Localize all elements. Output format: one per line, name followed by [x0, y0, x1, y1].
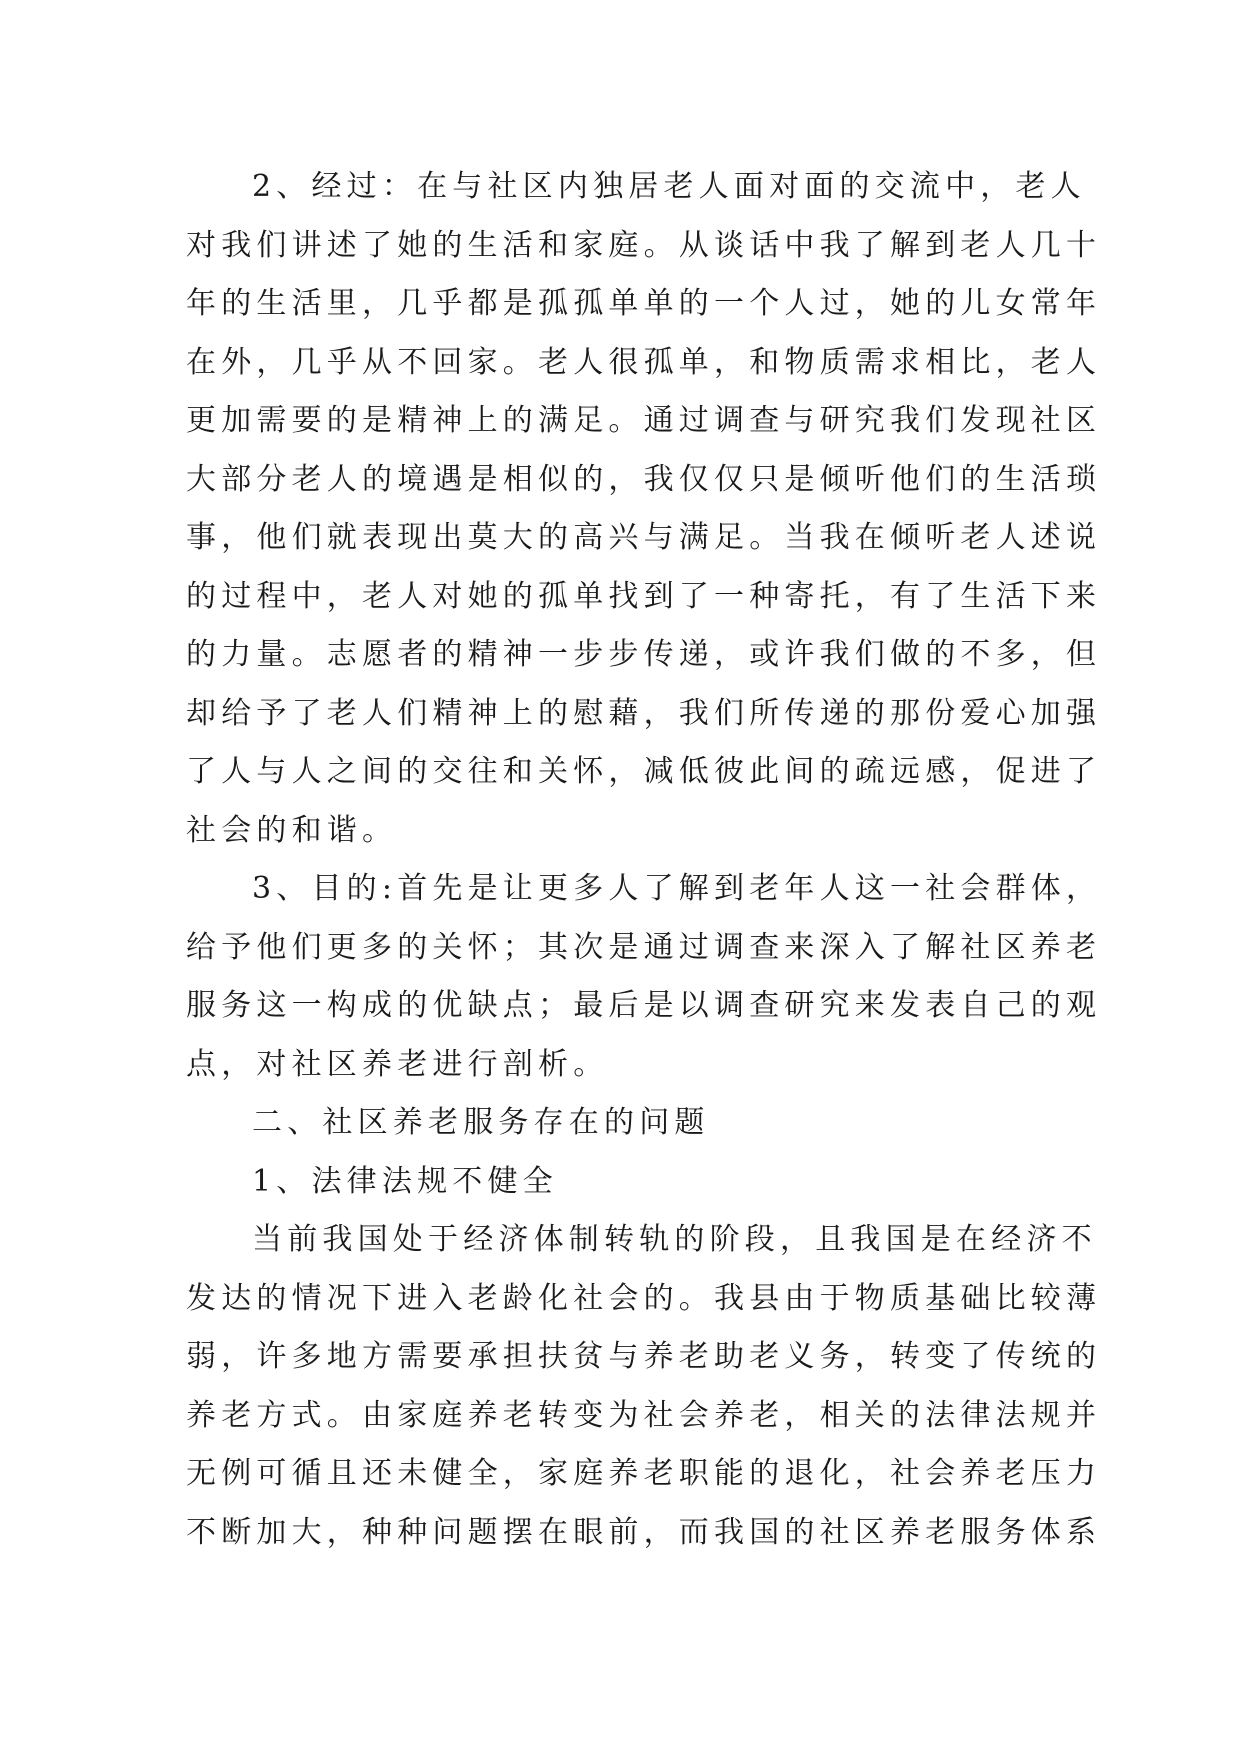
text-line: 社会的和谐。: [186, 812, 398, 848]
text-line: 服务这一构成的优缺点；最后是以调查研究来发表自己的观: [186, 988, 1102, 1023]
text-line: 的过程中，老人对她的孤单找到了一种寄托，有了生活下来: [186, 578, 1102, 614]
text-line: 给予他们更多的关怀；其次是通过调查来深入了解社区养老: [186, 929, 1102, 965]
text-line: 对我们讲述了她的生活和家庭。从谈话中我了解到老人几十: [186, 227, 1102, 263]
text-line: 2、经过：在与社区内独居老人面对面的交流中，老人: [252, 169, 1086, 204]
text-line: 发达的情况下进入老龄化社会的。我县由于物质基础比较薄: [186, 1280, 1102, 1316]
text-line: 当前我国处于经济体制转轨的阶段，且我国是在经济不: [252, 1222, 1097, 1257]
text-line: 在外，几乎从不回家。老人很孤单，和物质需求相比，老人: [186, 344, 1102, 380]
text-line: 点，对社区养老进行剖析。: [186, 1046, 609, 1082]
text-line: 更加需要的是精神上的满足。通过调查与研究我们发现社区: [186, 403, 1102, 438]
text-line: 无例可循且还未健全，家庭养老职能的退化，社会养老压力: [186, 1456, 1102, 1491]
text-line: 年的生活里，几乎都是孤孤单单的一个人过，她的儿女常年: [186, 286, 1102, 321]
text-line: 3、目的:首先是让更多人了解到老年人这一社会群体，: [252, 871, 1102, 906]
text-line: 了人与人之间的交往和关怀，减低彼此间的疏远感，促进了: [186, 754, 1102, 789]
text-line: 1、法律法规不健全: [252, 1163, 558, 1199]
text-line: 事，他们就表现出莫大的高兴与满足。当我在倾听老人述说: [186, 520, 1102, 555]
text-line: 不断加大，种种问题摆在眼前，而我国的社区养老服务体系: [186, 1514, 1102, 1550]
document-body: [186, 158, 1102, 1562]
text-line: 却给予了老人们精神上的慰藉，我们所传递的那份爱心加强: [186, 695, 1102, 731]
text-line: 的力量。志愿者的精神一步步传递，或许我们做的不多，但: [186, 637, 1102, 672]
text-line: 养老方式。由家庭养老转变为社会养老，相关的法律法规并: [186, 1397, 1102, 1433]
text-line: 大部分老人的境遇是相似的，我仅仅只是倾听他们的生活琐: [186, 461, 1102, 497]
text-line: 二、社区养老服务存在的问题: [252, 1105, 710, 1140]
text-line: 弱，许多地方需要承担扶贫与养老助老义务，转变了传统的: [186, 1339, 1102, 1374]
